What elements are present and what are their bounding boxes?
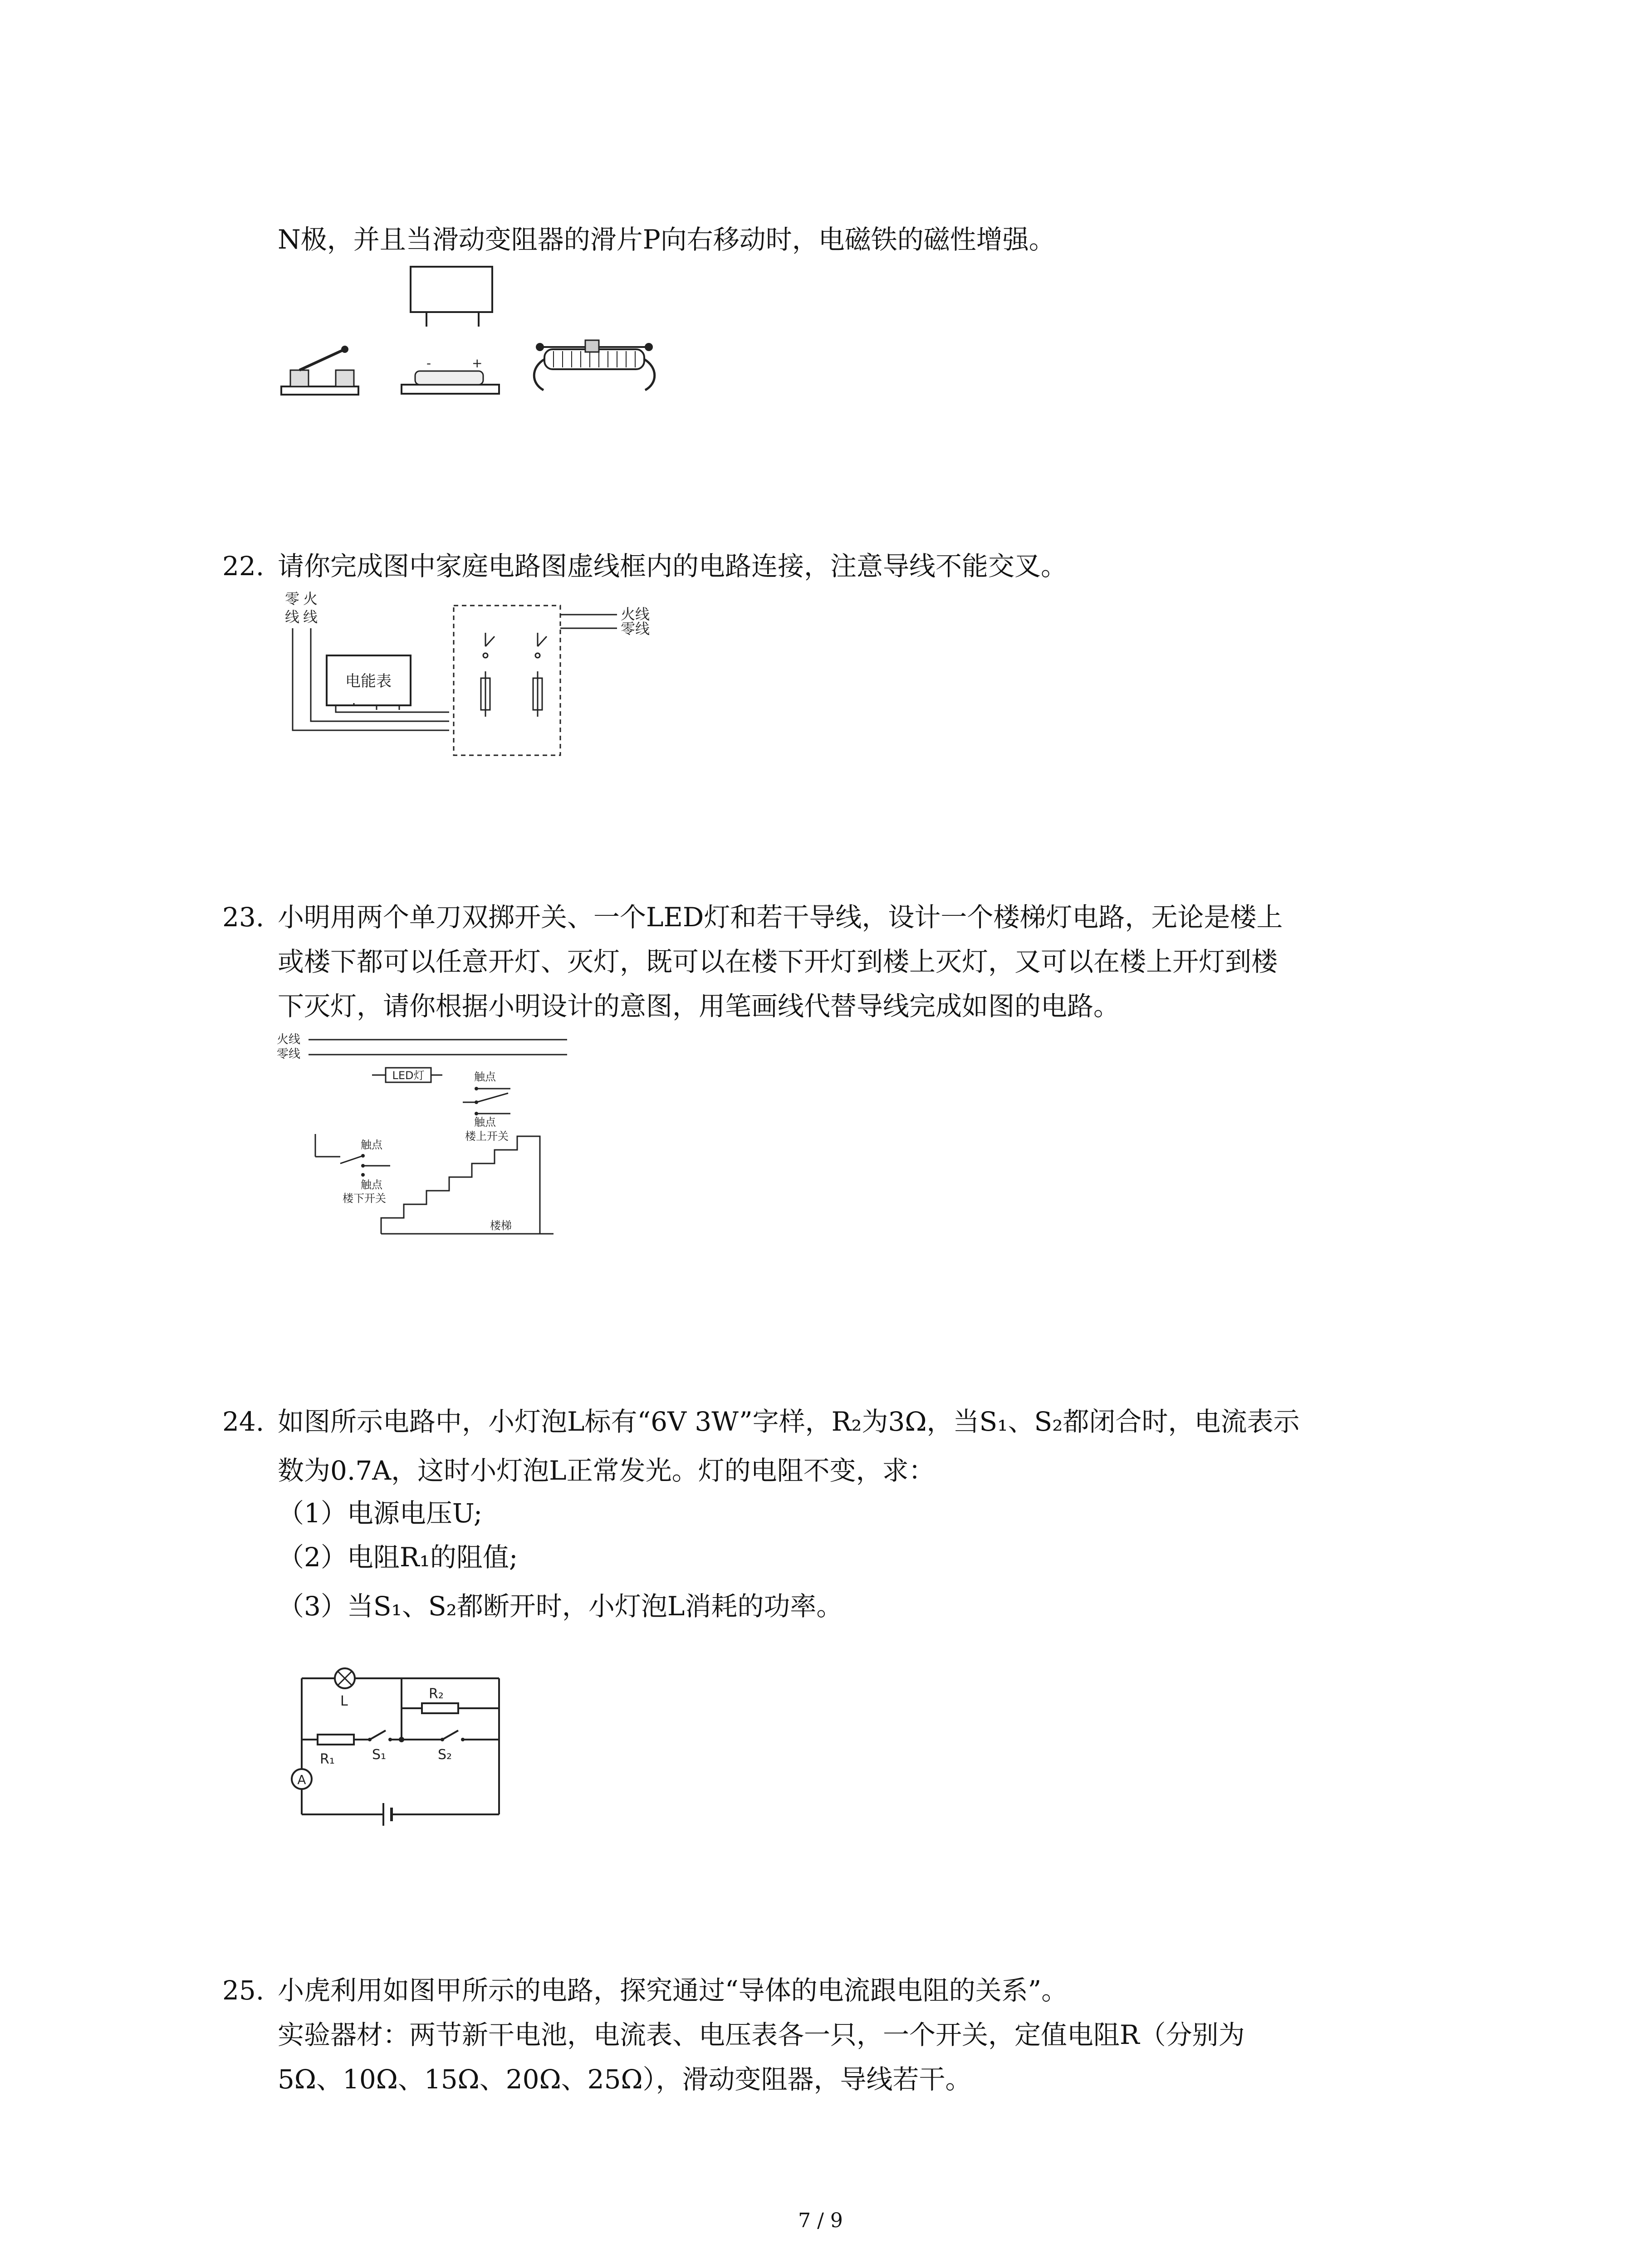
q24-line-5: （3）当S₁、S₂都断开时，小灯泡L消耗的功率。 — [278, 1591, 843, 1622]
q21-text: N极，并且当滑动变阻器的滑片P向右移动时，电磁铁的磁性增强。 — [278, 224, 1055, 255]
q24-line-2: 数为0.7A，这时小灯泡L正常发光。灯的电阻不变，求： — [278, 1455, 935, 1486]
q23-label-contact-down-1: 触点 — [361, 1139, 382, 1151]
q24-line-3: （1）电源电压U; — [278, 1498, 483, 1529]
q22-number: 22. — [222, 551, 265, 582]
q23-label-downstairs: 楼下开关 — [343, 1192, 386, 1205]
q22-label-fire-bottom: 线 — [303, 608, 318, 626]
q24-label-r1: R₁ — [320, 1751, 335, 1767]
q23-label-upstairs: 楼上开关 — [465, 1130, 509, 1143]
q21-figure — [272, 263, 681, 417]
stairs-outline — [381, 1136, 540, 1234]
q23-label-zero: 零线 — [277, 1047, 301, 1061]
q22-meter-label: 电能表 — [345, 672, 392, 690]
q24-label-r2: R₂ — [429, 1686, 444, 1702]
q24-number: 24. — [222, 1406, 265, 1437]
q23-label-contact-down-2: 触点 — [361, 1178, 382, 1191]
q22-figure — [272, 587, 708, 764]
q24-line-1: 如图所示电路中，小灯泡L标有“6V 3W”字样，R₂为3Ω，当S₁、S₂都闭合时，电流表示 — [278, 1406, 1300, 1437]
svg-text:+: + — [472, 356, 483, 371]
dashed-box — [454, 606, 560, 755]
svg-text:-: - — [426, 356, 431, 371]
q23-label-contact-up-2: 触点 — [474, 1116, 496, 1129]
resistor-r1 — [318, 1735, 354, 1745]
battery-icon — [402, 356, 499, 394]
q24-line-4: （2）电阻R₁的阻值; — [278, 1542, 518, 1573]
q23-number: 23. — [222, 902, 265, 933]
q25-number: 25. — [222, 1975, 265, 2006]
q22-label-zero-top: 零 — [285, 590, 300, 607]
q22-label-zero-bottom: 线 — [285, 608, 300, 626]
coil-box — [411, 267, 492, 312]
q23-label-fire: 火线 — [277, 1033, 301, 1046]
page-number: 7 / 9 — [798, 2209, 843, 2232]
q22-label-fire-top: 火 — [303, 590, 318, 607]
q23-label-led: LED灯 — [392, 1069, 425, 1082]
q24-label-s1: S₁ — [372, 1747, 387, 1763]
rheostat-icon — [534, 340, 655, 390]
q24-figure — [274, 1660, 510, 1842]
q25-line-1: 小虎利用如图甲所示的电路，探究通过“导体的电流跟电阻的关系”。 — [278, 1975, 1068, 2006]
q22-label-zero-right: 零线 — [621, 620, 650, 637]
q25-line-3: 5Ω、10Ω、15Ω、20Ω、25Ω），滑动变阻器，导线若干。 — [278, 2064, 972, 2095]
q23-line-1: 小明用两个单刀双掷开关、一个LED灯和若干导线，设计一个楼梯灯电路，无论是楼上 — [278, 902, 1283, 933]
q24-label-ammeter: A — [297, 1772, 306, 1787]
q23-line-2: 或楼下都可以任意开灯、灭灯，既可以在楼下开灯到楼上灭灯，又可以在楼上开灯到楼 — [278, 946, 1278, 977]
q23-line-3: 下灭灯，请你根据小明设计的意图，用笔画线代替导线完成如图的电路。 — [278, 991, 1120, 1022]
q23-label-contact-up-1: 触点 — [474, 1070, 496, 1083]
resistor-r2 — [422, 1703, 458, 1713]
q23-figure — [272, 1030, 572, 1243]
knife-switch-icon — [281, 346, 358, 395]
q23-label-stairs: 楼梯 — [490, 1219, 512, 1232]
q24-label-s2: S₂ — [438, 1747, 452, 1763]
q24-label-lamp: L — [340, 1693, 348, 1709]
q22-label-fire-right: 火线 — [621, 606, 650, 623]
q25-line-2: 实验器材：两节新干电池，电流表、电压表各一只，一个开关，定值电阻R（分别为 — [278, 2019, 1245, 2050]
q22-text: 请你完成图中家庭电路图虚线框内的电路连接，注意导线不能交叉。 — [278, 551, 1068, 582]
